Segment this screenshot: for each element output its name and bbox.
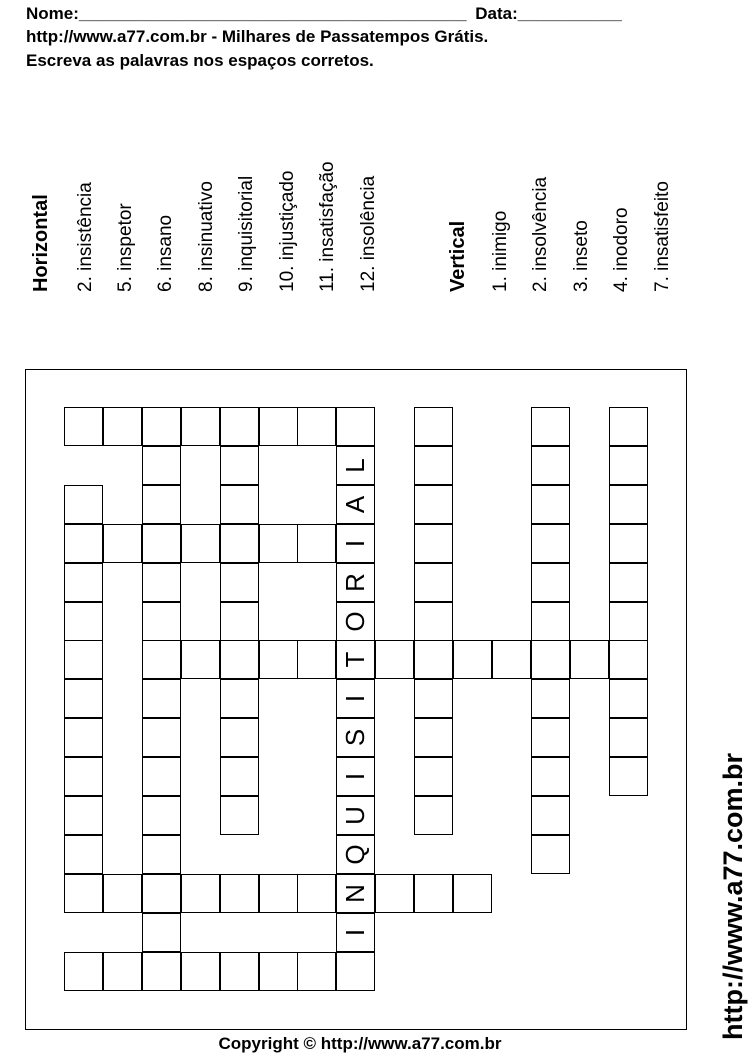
grid-cell[interactable] [64,524,103,563]
horizontal-clue: 9. inquisitorial [236,175,257,292]
grid-cell[interactable] [181,874,220,913]
grid-cell[interactable] [297,524,336,563]
grid-cell[interactable] [336,952,375,991]
grid-cell[interactable] [297,407,336,446]
grid-cell[interactable] [531,835,570,874]
grid-cell[interactable] [609,407,648,446]
grid-cell[interactable] [142,796,181,835]
grid-cell[interactable] [142,913,181,952]
grid-cell[interactable] [142,524,181,563]
grid-cell[interactable] [259,407,298,446]
grid-cell[interactable] [142,407,181,446]
grid-cell[interactable] [220,485,259,524]
grid-cell[interactable] [609,640,648,679]
grid-cell[interactable] [220,407,259,446]
side-url: http://www.a77.com.br [718,752,748,1040]
grid-letter: I [340,695,371,703]
name-field-label: Nome:_________________________________________ [26,4,467,23]
vertical-clue: 4. inodoro [611,207,632,292]
grid-cell[interactable] [103,874,142,913]
grid-cell[interactable] [453,640,492,679]
grid-cell[interactable] [142,640,181,679]
vertical-clue: 1. inimigo [490,210,511,292]
grid-cell[interactable] [297,640,336,679]
grid-cell[interactable] [103,407,142,446]
grid-cell[interactable] [220,796,259,835]
grid-cell[interactable] [609,602,648,641]
grid-cell[interactable] [64,679,103,718]
instruction-text: Escreva as palavras nos espaços corretos. [26,51,374,70]
grid-cell[interactable] [142,718,181,757]
vertical-title: Vertical [447,220,469,292]
horizontal-clue: 12. insolência [358,175,379,292]
grid-cell[interactable] [259,640,298,679]
horizontal-clue: 2. insistência [75,182,96,292]
grid-cell[interactable] [220,874,259,913]
grid-letter: U [340,806,371,825]
grid-cell[interactable] [103,952,142,991]
grid-cell[interactable] [297,874,336,913]
grid-cell[interactable] [220,446,259,485]
grid-cell[interactable] [492,640,531,679]
grid-cell[interactable] [220,524,259,563]
grid-cell[interactable] [64,835,103,874]
grid-cell[interactable] [297,952,336,991]
grid-cell[interactable] [609,485,648,524]
grid-cell[interactable] [220,679,259,718]
grid-cell[interactable] [64,874,103,913]
grid-cell[interactable] [220,563,259,602]
grid-letter: A [340,495,371,513]
grid-cell[interactable] [64,796,103,835]
horizontal-clue: 10. injustiçado [277,170,298,292]
grid-cell[interactable] [64,563,103,602]
grid-cell[interactable] [570,640,609,679]
grid-cell[interactable] [142,602,181,641]
grid-cell[interactable] [531,679,570,718]
grid-cell[interactable] [414,524,453,563]
grid-cell[interactable] [531,602,570,641]
grid-cell[interactable] [142,485,181,524]
grid-cell[interactable] [103,524,142,563]
grid-cell[interactable] [453,874,492,913]
grid-cell[interactable] [609,757,648,796]
grid-cell[interactable] [64,485,103,524]
horizontal-clue: 8. insinuativo [196,181,217,292]
site-line: http://www.a77.com.br - Milhares de Passatempos Grátis. [26,27,489,46]
horizontal-clue: 5. inspetor [115,203,136,292]
date-field-label: Data:___________ [475,4,622,23]
grid-cell[interactable] [609,524,648,563]
grid-cell[interactable] [64,640,103,679]
grid-cell[interactable] [414,640,453,679]
grid-cell[interactable] [531,524,570,563]
grid-cell[interactable] [259,952,298,991]
grid-cell[interactable] [220,952,259,991]
grid-cell[interactable] [64,602,103,641]
grid-cell[interactable] [259,524,298,563]
horizontal-title: Horizontal [30,194,52,292]
grid-cell[interactable] [64,718,103,757]
grid-cell[interactable] [414,563,453,602]
grid-letter: R [340,572,371,592]
vertical-clue: 2. insolvência [530,176,551,292]
grid-letter: I [340,772,371,781]
grid-cell[interactable] [414,718,453,757]
grid-cell[interactable] [64,952,103,991]
grid-cell[interactable] [220,602,259,641]
grid-cell[interactable] [531,796,570,835]
grid-cell[interactable] [142,757,181,796]
grid-letter: L [340,458,371,473]
horizontal-clue: 11. insatisfação [317,161,338,292]
grid-cell[interactable] [414,796,453,835]
grid-cell[interactable] [414,407,453,446]
grid-letter: O [340,610,371,632]
grid-cell[interactable] [181,407,220,446]
grid-letter: T [340,651,371,668]
grid-cell[interactable] [414,679,453,718]
grid-cell[interactable] [64,407,103,446]
grid-cell[interactable] [181,640,220,679]
grid-cell[interactable] [609,446,648,485]
grid-letter: I [340,539,371,547]
grid-cell[interactable] [220,718,259,757]
grid-cell[interactable] [181,524,220,563]
grid-cell[interactable] [414,757,453,796]
grid-cell[interactable] [142,835,181,874]
grid-cell[interactable] [531,407,570,446]
grid-cell[interactable] [142,679,181,718]
grid-cell[interactable] [531,718,570,757]
grid-cell[interactable] [531,446,570,485]
grid-cell[interactable] [181,952,220,991]
horizontal-clue: 6. insano [155,214,176,292]
grid-cell[interactable] [336,407,375,446]
grid-cell[interactable] [259,874,298,913]
grid-cell[interactable] [414,602,453,641]
grid-cell[interactable] [142,563,181,602]
grid-cell[interactable] [414,874,453,913]
grid-cell[interactable] [375,640,414,679]
grid-cell[interactable] [64,757,103,796]
grid-cell[interactable] [414,485,453,524]
grid-letter: I [340,928,371,936]
grid-cell[interactable] [375,874,414,913]
vertical-clue: 3. inseto [571,220,592,292]
copyright-text: Copyright © http://www.a77.com.br [218,1034,502,1053]
grid-cell[interactable] [531,485,570,524]
grid-cell[interactable] [142,874,181,913]
vertical-clue: 7. insatisfeito [652,181,673,292]
grid-cell[interactable] [609,563,648,602]
grid-cell[interactable] [220,640,259,679]
grid-letter: S [340,729,371,747]
grid-cell[interactable] [414,446,453,485]
grid-cell[interactable] [531,563,570,602]
grid-letter: Q [340,844,371,865]
grid-cell[interactable] [531,757,570,796]
grid-cell[interactable] [142,446,181,485]
grid-cell[interactable] [531,640,570,679]
grid-cell[interactable] [142,952,181,991]
grid-letter: N [340,883,371,903]
grid-cell[interactable] [609,679,648,718]
grid-cell[interactable] [609,718,648,757]
grid-cell[interactable] [220,757,259,796]
